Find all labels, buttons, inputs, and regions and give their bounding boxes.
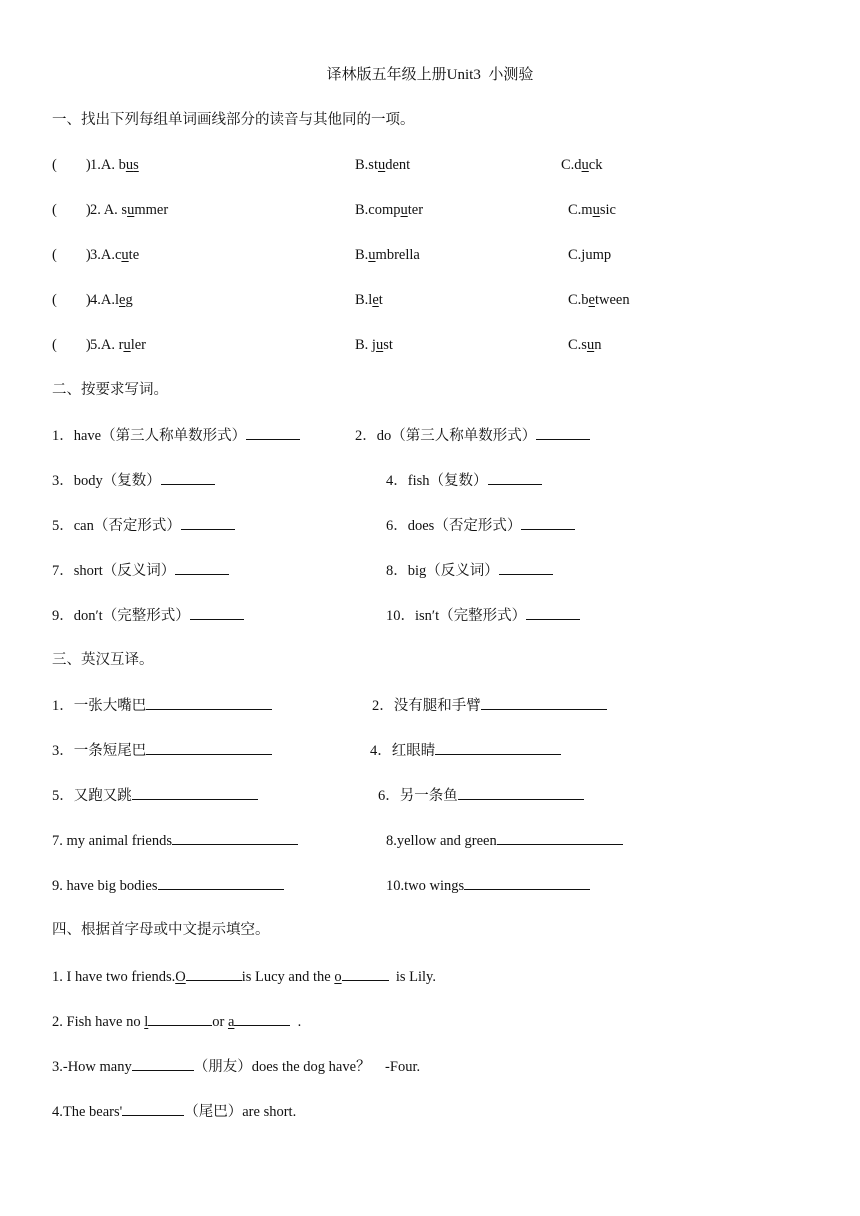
option-a: 4.A.leg	[90, 292, 133, 308]
option-a: 1.A. bus	[90, 157, 139, 173]
answer-paren: ( )	[52, 292, 91, 308]
answer-blank[interactable]	[488, 470, 542, 485]
answer-paren: ( )	[52, 202, 91, 218]
answer-blank[interactable]	[234, 1011, 290, 1026]
answer-blank[interactable]	[172, 830, 298, 845]
option-a: 5.A. ruler	[90, 337, 146, 353]
translate-item: 2．没有腿和手臂	[372, 695, 607, 716]
translate-item: 8.yellow and green	[386, 830, 623, 851]
option-b: B.student	[355, 157, 411, 173]
word-form-item: 1．have（第三人称单数形式）	[52, 425, 300, 446]
option-c: C.sun	[568, 337, 602, 353]
translate-item: 6．另一条鱼	[378, 785, 584, 806]
answer-blank[interactable]	[148, 1011, 212, 1026]
option-c: C.duck	[561, 157, 603, 173]
answer-blank[interactable]	[146, 695, 272, 710]
word-form-item: 7．short（反义词）	[52, 560, 229, 581]
section4-heading: 四、根据首字母或中文提示填空。	[52, 922, 270, 938]
answer-paren: ( )	[52, 247, 91, 263]
answer-blank[interactable]	[499, 560, 553, 575]
answer-blank[interactable]	[458, 785, 584, 800]
fill-question-4: 4.The bears' （尾巴）are short.	[52, 1101, 296, 1122]
word-form-item: 6．does（否定形式）	[386, 515, 575, 536]
answer-blank[interactable]	[181, 515, 235, 530]
option-a: 3.A.cute	[90, 247, 140, 263]
translate-item: 1．一张大嘴巴	[52, 695, 272, 716]
translate-item: 9. have big bodies	[52, 875, 284, 896]
answer-blank[interactable]	[497, 830, 623, 845]
translate-item: 4．红眼睛	[370, 740, 561, 761]
answer-blank[interactable]	[481, 695, 607, 710]
option-b: B.let	[355, 292, 383, 308]
option-c: C.between	[568, 292, 630, 308]
answer-blank[interactable]	[158, 875, 284, 890]
answer-blank[interactable]	[175, 560, 229, 575]
answer-blank[interactable]	[342, 966, 389, 981]
answer-blank[interactable]	[161, 470, 215, 485]
answer-blank[interactable]	[464, 875, 590, 890]
answer-blank[interactable]	[246, 425, 300, 440]
option-b: B.computer	[355, 202, 424, 218]
translate-item: 5．又跑又跳	[52, 785, 258, 806]
answer-blank[interactable]	[132, 785, 258, 800]
answer-blank[interactable]	[190, 605, 244, 620]
answer-blank[interactable]	[435, 740, 561, 755]
translate-item: 3．一条短尾巴	[52, 740, 272, 761]
answer-blank[interactable]	[526, 605, 580, 620]
fill-question-1: 1. I have two friends.O is Lucy and the o is Lily.	[52, 966, 436, 987]
answer-blank[interactable]	[521, 515, 575, 530]
translate-item: 7. my animal friends	[52, 830, 298, 851]
section3-heading: 三、英汉互译。	[52, 652, 154, 668]
section1-heading: 一、找出下列每组单词画线部分的读音与其他同的一项。	[52, 112, 415, 128]
answer-blank[interactable]	[132, 1056, 194, 1071]
answer-blank[interactable]	[186, 966, 242, 981]
word-form-item: 5．can（否定形式）	[52, 515, 235, 536]
option-b: B.umbrella	[355, 247, 420, 263]
option-c: C.music	[568, 202, 616, 218]
fill-question-2: 2. Fish have no l or a .	[52, 1011, 301, 1032]
answer-paren: ( )	[52, 157, 91, 173]
section2-heading: 二、按要求写词。	[52, 382, 168, 398]
word-form-item: 10．isn′t（完整形式）	[386, 605, 580, 626]
option-a: 2. A. summer	[90, 202, 169, 218]
translate-item: 10.two wings	[386, 875, 590, 896]
page-title: 译林版五年级上册Unit3 小测验	[326, 67, 534, 83]
word-form-item: 8．big（反义词）	[386, 560, 553, 581]
fill-question-3: 3.-How many （朋友）does the dog have？ -Four.	[52, 1056, 420, 1077]
word-form-item: 3．body（复数）	[52, 470, 215, 491]
answer-blank[interactable]	[536, 425, 590, 440]
word-form-item: 9．don′t（完整形式）	[52, 605, 244, 626]
option-c: C.jump	[568, 247, 612, 263]
word-form-item: 4．fish（复数）	[386, 470, 542, 491]
word-form-item: 2．do（第三人称单数形式）	[355, 425, 590, 446]
answer-paren: ( )	[52, 337, 91, 353]
option-b: B. just	[355, 337, 393, 353]
answer-blank[interactable]	[122, 1101, 184, 1116]
answer-blank[interactable]	[146, 740, 272, 755]
